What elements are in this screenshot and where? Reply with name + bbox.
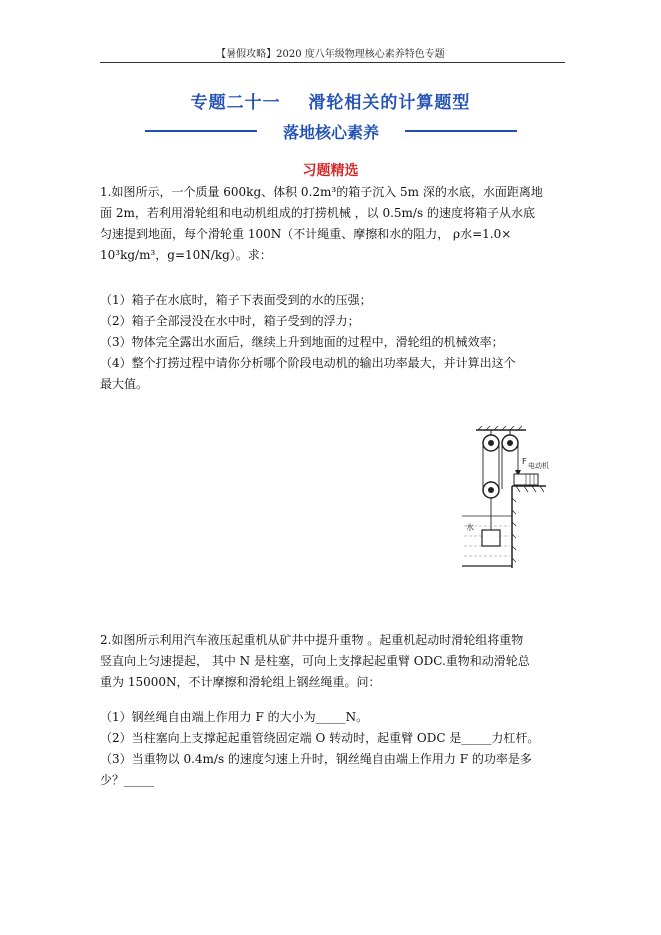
problem-1-question: （4）整个打捞过程中请你分析哪个阶段电动机的输出功率最大，并计算出这个 (100, 356, 516, 370)
ground-hatch (512, 486, 544, 562)
banner-text: 落地核心素养 (282, 123, 379, 142)
problem-1-line: 1.如图所示，一个质量 600kg、体积 0.2m³的箱子沉入 5m 深的水底，水面距离地 (100, 185, 543, 199)
fixed-pulley-axle (507, 440, 513, 446)
problem-1-line: 匀速提到地面，每个滑轮重 100N（不计绳重、摩擦和水的阻力， ρ水=1.0× (100, 227, 512, 241)
problem-1-line: 面 2m，若利用滑轮组和电动机组成的打捞机械 ，以 0.5m/s 的速度将箱子从水底 (100, 206, 535, 220)
page-title: 专题二十一 滑轮相关的计算题型 (190, 93, 471, 113)
running-header: 【暑假攻略】2020 度八年级物理核心素养特色专题 (216, 49, 445, 60)
problem-2-line: 竖直向上匀速提起， 其中 N 是柱塞，可向上支撑起起重臂 ODC.重物和动滑轮总 (100, 654, 530, 668)
water-label: 水 (466, 523, 474, 532)
force-label: F (522, 457, 527, 466)
banner-line-right (405, 130, 517, 132)
section-banner (145, 120, 517, 142)
problem-2-question: （3）当重物以 0.4m/s 的速度匀速上升时，钢丝绳自由端上作用力 F 的功率是多 (100, 752, 532, 766)
problem-2-questions (100, 707, 575, 791)
problem-1-line: 10³kg/m³，g=10N/kg）。求： (100, 248, 272, 262)
problem-2-question: （2）当柱塞向上支撑起起重管绕固定端 O 转动时，起重臂 ODC 是_____力杠杆。 (100, 731, 540, 745)
motor-label: 电动机 (528, 462, 549, 470)
problem-2-question: （1）钢丝绳自由端上作用力 F 的大小为_____N。 (100, 710, 369, 724)
problem-2-line: 重为 15000N，不计摩擦和滑轮组上钢丝绳重。问： (100, 675, 381, 689)
problem-1-question: （2）箱子全部浸没在水中时，箱子受到的浮力； (100, 314, 360, 328)
movable-pulley-axle (488, 487, 494, 493)
problem-1-question: （3）物体完全露出水面后，继续上升到地面的过程中，滑轮组的机械效率； (100, 335, 504, 349)
problem-1-question: （1）箱子在水底时，箱子下表面受到的水的压强； (100, 293, 372, 307)
problem-2-stem (100, 630, 575, 693)
problem-2-question: 少？_____ (100, 773, 155, 787)
pulley-diagram (462, 426, 562, 568)
sunken-box (482, 530, 500, 546)
fixed-pulley-axle (488, 440, 494, 446)
banner-line-left (145, 130, 257, 132)
header-divider (100, 62, 565, 63)
problem-1-stem (100, 182, 575, 266)
problem-1-question: 最大值。 (100, 377, 149, 391)
problem-1-questions (100, 290, 575, 395)
problem-2-line: 2.如图所示利用汽车液压起重机从矿井中提升重物 。起重机起动时滑轮组将重物 (100, 633, 524, 647)
section-title: 习题精选 (302, 163, 359, 179)
